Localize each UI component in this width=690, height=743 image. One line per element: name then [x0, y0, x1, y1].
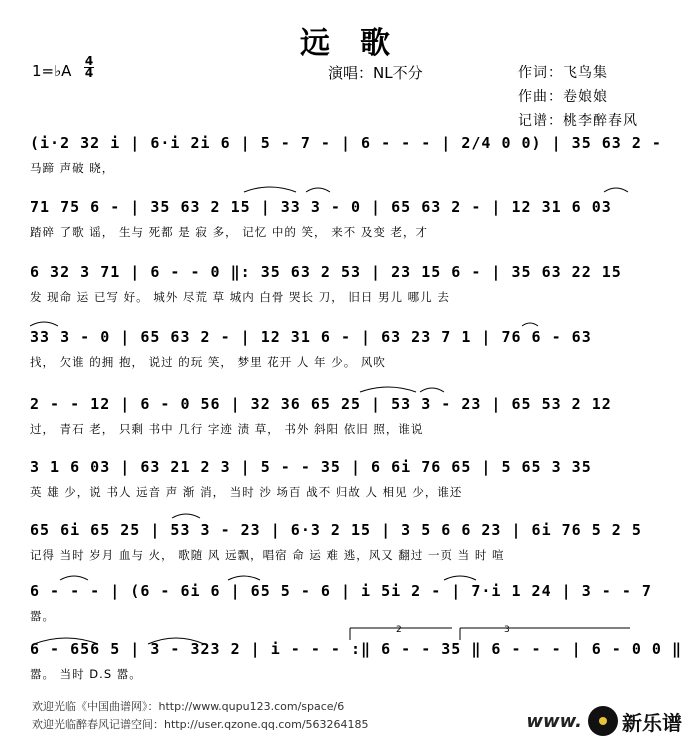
key-signature: 1=♭A [32, 62, 72, 80]
volta-label: 3 [504, 625, 510, 635]
volta-label: 2 [396, 625, 402, 635]
lyrics: 嚣。 [30, 609, 55, 623]
singer-credit: 演唱：NL不分 [328, 64, 423, 82]
slur [306, 188, 330, 192]
transcriber-credit: 记谱：桃李醉春风 [518, 113, 638, 129]
brand-name: 新乐谱 [622, 710, 682, 735]
lyrics: 嚣。 当时 D.S 嚣。 [30, 667, 142, 681]
composer-credit: 作曲：卷娘娘 [518, 89, 608, 105]
notes: 6 - - - | (6 - 6i 6 | 65 5 - 6 | i 5i 2 - | 7·i 1 24 | 3 - - 7 [30, 582, 652, 600]
notes: (i·2 32 i | 6·i 2i 6 | 5 - 7 - | 6 - - - | 2/4 0 0) | 35 63 2 - [30, 134, 662, 152]
notes: 6 - 656 5 | 3 - 323 2 | i - - - :‖ 6 - - 35 ‖ 6 - - - | 6 - 0 0 ‖ [30, 640, 682, 658]
slur [60, 576, 88, 580]
slur [30, 322, 58, 326]
lyrics: 发 现命 运 已写 好。 城外 尽荒 草 城内 白骨 哭长 刀， 旧日 男儿 哪儿 去 [30, 290, 450, 304]
slur [228, 576, 260, 580]
slur [522, 323, 538, 326]
lyrics: 踏碎 了歌 谣， 生与 死都 是 寂 多， 记忆 中的 笑， 来不 及变 老，才 [30, 225, 429, 239]
slur [444, 576, 476, 580]
record-disc-icon [588, 706, 618, 736]
song-title: 远歌 [300, 26, 420, 61]
notes: 33 3 - 0 | 65 63 2 - | 12 31 6 - | 63 23 7 1 | 76 6 - 63 [30, 328, 592, 346]
brand-www: www. [526, 710, 582, 732]
slur [34, 638, 98, 644]
lyricist-credit: 作词：飞鸟集 [518, 65, 608, 81]
notes: 71 75 6 - | 35 63 2 15 | 33 3 - 0 | 65 63 2 - | 12 31 6 03 [30, 198, 612, 216]
lyrics: 过， 青石 老， 只剩 书中 几行 字迹 渍 草， 书外 斜阳 依旧 照，谁说 [30, 422, 424, 436]
time-top: 4 [84, 54, 94, 68]
slur [172, 514, 200, 518]
lyrics: 找， 欠谁 的拥 抱， 说过 的玩 笑， 梦里 花开 人 年 少。 风吹 [30, 355, 386, 369]
notes: 6 32 3 71 | 6 - - 0 ‖: 35 63 2 53 | 23 15 6 - | 35 63 22 15 [30, 263, 622, 281]
slur [604, 188, 628, 192]
slur [420, 388, 444, 392]
slur [244, 187, 296, 192]
time-bottom: 4 [84, 66, 94, 80]
lyrics: 记得 当时 岁月 血与 火， 歌随 风 远飘，唱宿 命 运 难 逃，风又 翻过 一页 当 时 喧 [30, 548, 505, 562]
notes: 3 1 6 03 | 63 21 2 3 | 5 - - 35 | 6 6i 76 65 | 5 65 3 35 [30, 458, 592, 476]
notes: 65 6i 65 25 | 53 3 - 23 | 6·3 2 15 | 3 5 6 6 23 | 6i 76 5 2 5 [30, 521, 642, 539]
lyrics: 英 雄 少，说 书人 远音 声 渐 消， 当时 沙 场百 战不 归故 人 相见 少，谁还 [30, 485, 463, 499]
notes: 2 - - 12 | 6 - 0 56 | 32 36 65 25 | 53 3 - 23 | 65 53 2 12 [30, 395, 612, 413]
brand-logo [526, 705, 682, 737]
slur [148, 638, 204, 644]
lyrics: 马蹄 声破 晓， [30, 161, 115, 175]
slur [360, 387, 416, 392]
footer-line-2: 欢迎光临醉春风记谱空间：http://user.qzone.qq.com/563264185 [32, 718, 369, 731]
footer-line-1: 欢迎光临《中国曲谱网》：http://www.qupu123.com/space/6 [32, 700, 345, 713]
